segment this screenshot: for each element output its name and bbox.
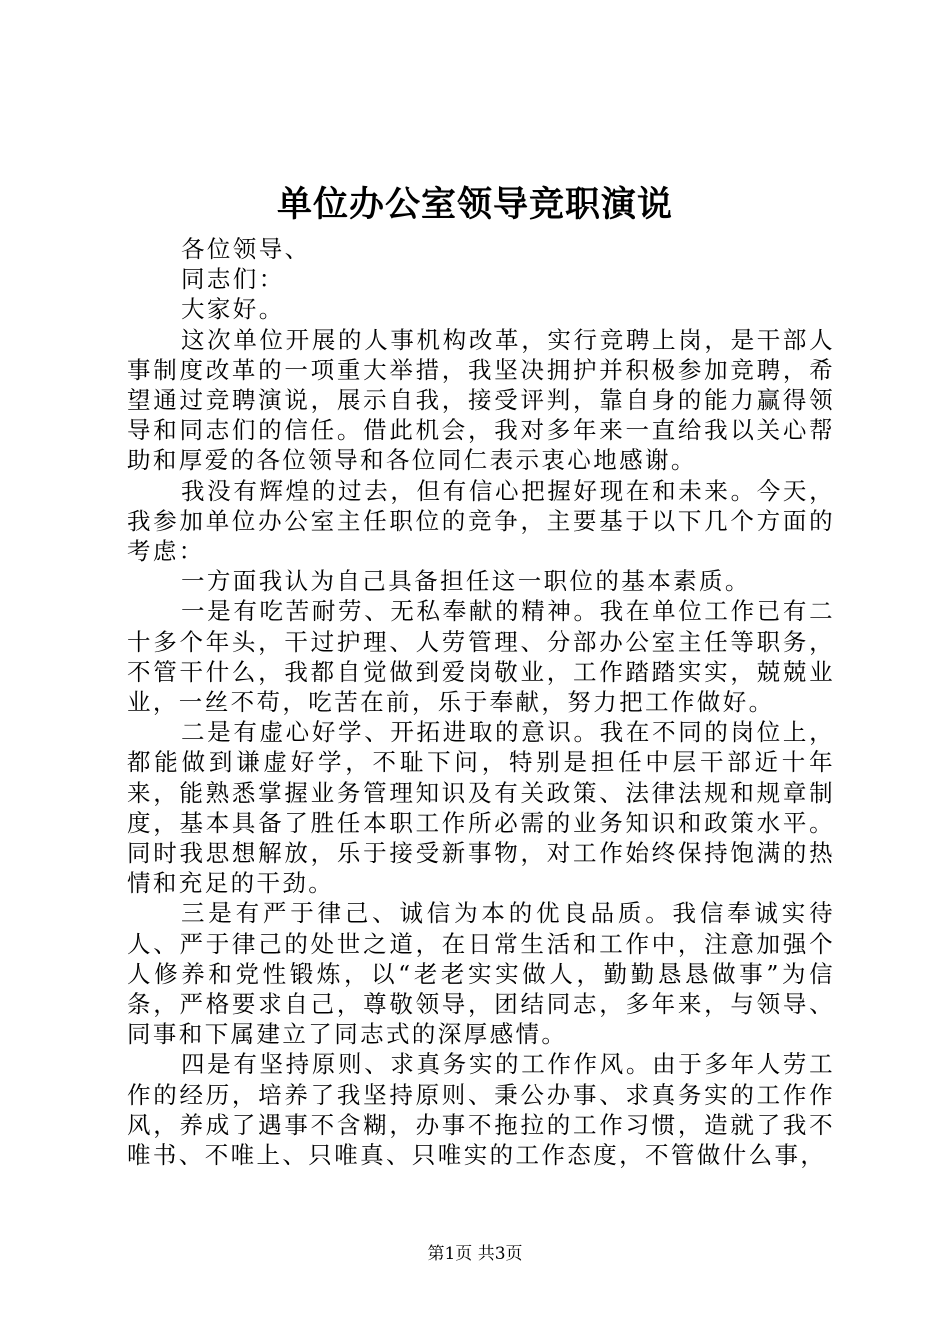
body-paragraph: 三是有严于律己、诚信为本的优良品质。我信奉诚实待人、严于律己的处世之道，在日常生活和工作中，注意加强个人修养和党性锻炼，以“老老实实做人，勤勤恳恳做事”为信条，严格要求自己，尊敬领导，团结同志，多年来，与领导、同事和下属建立了同志式的深厚感情。 (127, 899, 835, 1049)
salutation-comrades: 同志们： (181, 265, 285, 294)
salutation-leaders: 各位领导、 (181, 235, 311, 263)
body-paragraph: 四是有坚持原则、求真务实的工作作风。由于多年人劳工作的经历，培养了我坚持原则、秉公办事、求真务实的工作作风，养成了遇事不含糊，办事不拖拉的工作习惯，造就了我不唯书、不唯上、只唯真、只唯实的工作态度，不管做什么事， (127, 1050, 835, 1170)
greeting: 大家好。 (181, 295, 285, 324)
page-number-footer: 第1页 共3页 (427, 1244, 523, 1264)
body-paragraph: 这次单位开展的人事机构改革，实行竞聘上岗，是干部人事制度改革的一项重大举措，我坚决拥护并积极参加竞聘，希望通过竞聘演说，展示自我，接受评判，靠自身的能力赢得领导和同志们的信任。借此机会，我对多年来一直给我以关心帮助和厚爱的各位领导和各位同仁表示衷心地感谢。 (127, 325, 835, 475)
body-paragraph: 一是有吃苦耐劳、无私奉献的精神。我在单位工作已有二十多个年头，干过护理、人劳管理、分部办公室主任等职务，不管干什么，我都自觉做到爱岗敬业，工作踏踏实实，兢兢业业，一丝不苟，吃苦在前，乐于奉献，努力把工作做好。 (127, 597, 835, 717)
document-body (127, 234, 835, 1170)
body-paragraph: 二是有虚心好学、开拓进取的意识。我在不同的岗位上，都能做到谦虚好学，不耻下问，特别是担任中层干部近十年来，能熟悉掌握业务管理知识及有关政策、法律法规和规章制度，基本具备了胜任本职工作所必需的业务知识和政策水平。同时我思想解放，乐于接受新事物，对工作始终保持饱满的热情和充足的干劲。 (127, 718, 835, 898)
body-paragraph: 我没有辉煌的过去，但有信心把握好现在和未来。今天，我参加单位办公室主任职位的竞争，主要基于以下几个方面的考虑： (127, 476, 835, 566)
body-paragraph: 一方面我认为自己具备担任这一职位的基本素质。 (181, 567, 751, 596)
document-title: 单位办公室领导竞职演说 (276, 184, 673, 225)
